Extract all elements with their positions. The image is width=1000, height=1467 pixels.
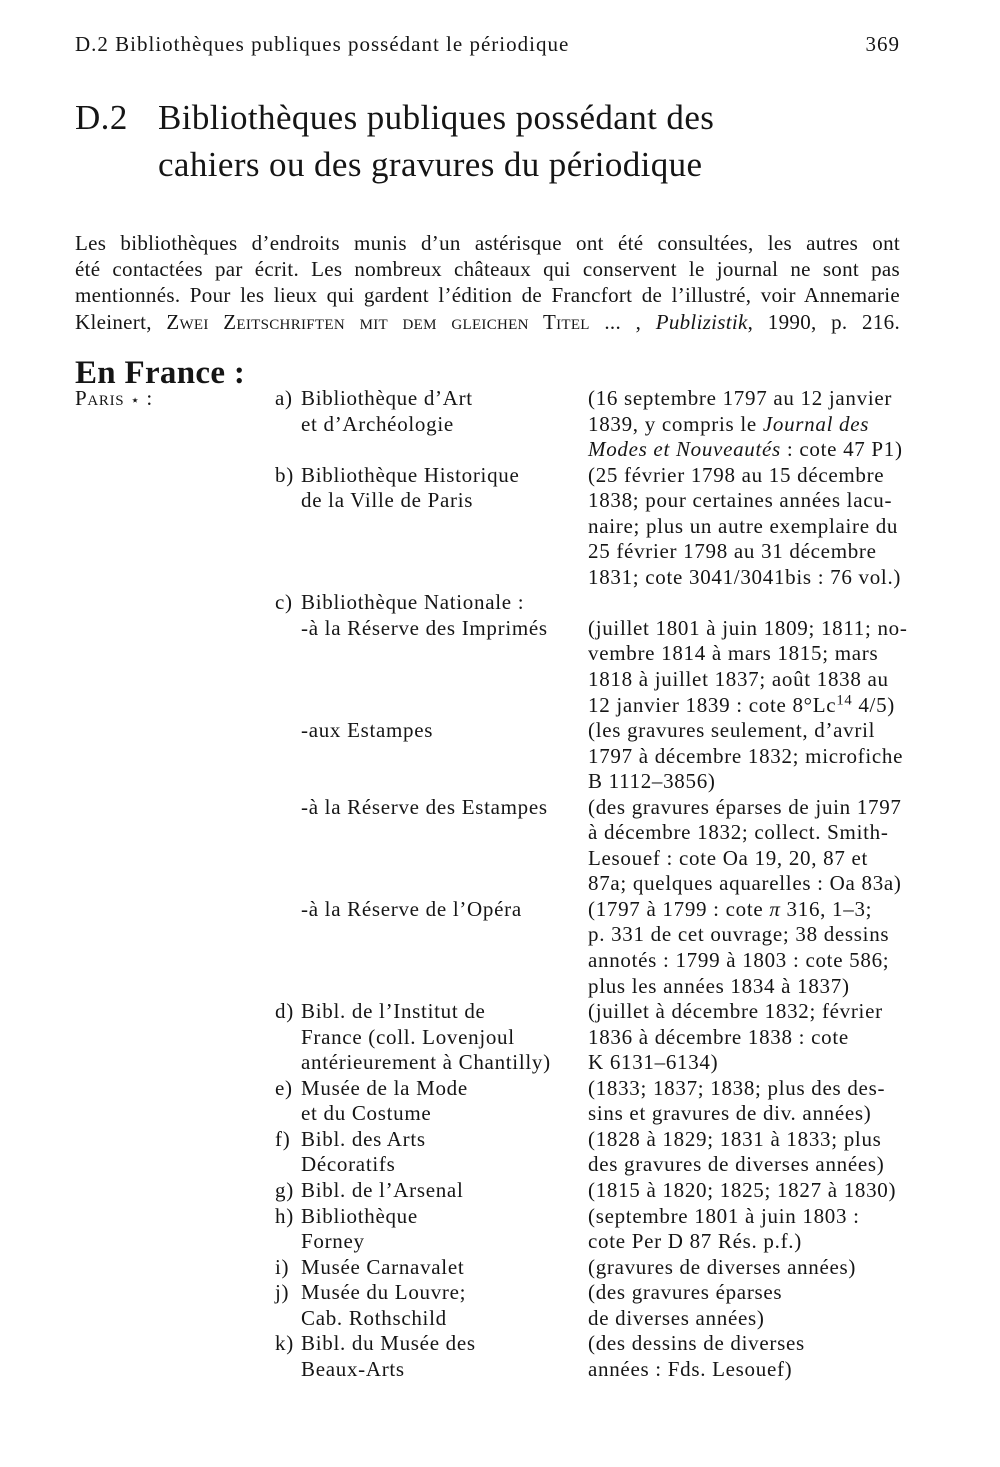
holdings-line: (1833; 1837; 1838; plus des des- [588, 1075, 886, 1100]
italic-text: Modes et Nouveautés [588, 437, 781, 462]
library-name [301, 616, 588, 718]
library-name-line: Beaux-Arts [301, 1356, 405, 1381]
library-name-line: Bibliothèque d’Art [301, 386, 473, 410]
superscript-text: 14 [836, 692, 853, 709]
entry-label [275, 616, 301, 718]
library-entry [275, 999, 918, 1076]
library-name [301, 795, 588, 897]
holdings-note [588, 999, 918, 1076]
holdings-note [588, 795, 918, 897]
holdings-line: de diverses années) [588, 1305, 765, 1330]
library-entry [275, 1255, 918, 1281]
holdings-note [588, 386, 918, 463]
library-name-line: Bibliothèque Historique [301, 462, 520, 487]
library-name-line: Bibliothèque [301, 1203, 418, 1228]
intro-line: Les bibliothèques d’endroits munis d’un astérisque ont été consultées, les autres ont [75, 231, 900, 255]
library-name [301, 590, 588, 616]
holdings-line: 87a; quelques aquarelles : Oa 83a) [588, 871, 902, 896]
library-entry [275, 1331, 918, 1382]
library-name-line: France (coll. Lovenjoul [301, 1024, 515, 1049]
text-run: Kleinert, [75, 309, 167, 334]
text-run: , 1990, p. 216. [747, 309, 901, 334]
holdings-line: (gravures de diverses années) [588, 1254, 857, 1279]
library-name [301, 463, 588, 591]
italic-text: Journal des [762, 411, 870, 436]
holdings-line: (juillet à décembre 1832; février [588, 999, 883, 1024]
holdings-line: 1831; cote 3041/3041bis : 76 vol.) [588, 564, 902, 589]
library-name [301, 897, 588, 999]
holdings-line: K 6131–6134) [588, 1050, 719, 1075]
entry-label: f) [275, 1126, 291, 1151]
city-colon: : [146, 386, 153, 410]
holdings-line: B 1112–3856) [588, 769, 716, 794]
holdings-line: cote Per D 87 Rés. p.f.) [588, 1229, 802, 1254]
running-header [75, 31, 900, 57]
library-name-line: Musée du Louvre; [301, 1280, 467, 1305]
holdings-line: (septembre 1801 à juin 1803 : [588, 1203, 860, 1228]
library-name [301, 1076, 588, 1127]
holdings-line: (des gravures éparses de juin 1797 [588, 794, 902, 819]
library-name [301, 386, 588, 463]
holdings-line [588, 437, 918, 463]
holdings-note [588, 1076, 918, 1127]
library-entry [275, 1204, 918, 1255]
holdings-note [588, 616, 918, 718]
italic-text: π [769, 896, 781, 921]
holdings-line: 1836 à décembre 1838 : cote [588, 1024, 849, 1049]
text-run: 316, 1–3; [780, 896, 873, 921]
intro-line: été contactées par écrit. Les nombreux châteaux qui conservent le journal ne sont pas [75, 257, 900, 282]
entry-label: d) [275, 999, 294, 1024]
entry-label: j) [275, 1280, 290, 1305]
library-name-line: de la Ville de Paris [301, 488, 474, 513]
library-name-line: Bibl. des Arts [301, 1126, 426, 1151]
holdings-line: 25 février 1798 au 31 décembre [588, 539, 877, 564]
holdings-note [588, 718, 918, 795]
intro-paragraph [75, 230, 900, 335]
library-name-line: Cab. Rothschild [301, 1305, 447, 1330]
holdings-note [588, 463, 918, 591]
library-name-line: et d’Archéologie [301, 411, 454, 436]
library-subentry [275, 616, 918, 718]
star-icon: ⋆ [130, 391, 141, 409]
section-title [158, 94, 714, 188]
holdings-note [588, 1204, 918, 1255]
library-name-line: antérieurement à Chantilly) [301, 1050, 551, 1075]
entry-label: e) [275, 1075, 293, 1100]
library-name [301, 1127, 588, 1178]
library-name-line: -aux Estampes [301, 718, 434, 743]
entry-label: c) [275, 590, 293, 615]
text-run: 4/5) [852, 692, 895, 717]
holdings-line: (25 février 1798 au 15 décembre [588, 462, 885, 487]
holdings-note [588, 1127, 918, 1178]
text-run: (1797 à 1799 : cote [588, 896, 770, 921]
library-subentry [275, 795, 918, 897]
holdings-line: à décembre 1832; collect. Smith- [588, 820, 889, 845]
holdings-line: p. 331 de cet ouvrage; 38 dessins [588, 922, 890, 947]
library-entry [275, 463, 918, 591]
text-run: ... , [589, 309, 656, 334]
holdings-line: des gravures de diverses années) [588, 1152, 885, 1177]
library-name [301, 1204, 588, 1255]
library-name-line: Musée Carnavalet [301, 1254, 465, 1279]
section-title-line: Bibliothèques publiques possédant des [158, 98, 715, 137]
text-run: 12 janvier 1839 : cote 8°Lc [588, 692, 837, 717]
holdings-line: 1797 à décembre 1832; microfiche [588, 743, 904, 768]
journal-title-italic: Publizistik [655, 309, 748, 334]
holdings-line: vembre 1814 à mars 1815; mars [588, 641, 879, 666]
section-number: D.2 [75, 98, 128, 137]
holdings-line: (des dessins de diverses [588, 1331, 805, 1356]
holdings-line [588, 412, 918, 438]
section-heading [75, 94, 875, 188]
library-entry [275, 386, 918, 463]
library-name [301, 1280, 588, 1331]
holdings-line: 1818 à juillet 1837; août 1838 au [588, 667, 889, 692]
library-name [301, 1331, 588, 1382]
library-name-line: Bibl. de l’Institut de [301, 999, 486, 1024]
holdings-note [588, 1255, 918, 1281]
country-heading: En France : [75, 355, 246, 391]
library-entry [275, 1076, 918, 1127]
library-name-line: Décoratifs [301, 1152, 396, 1177]
library-name-line: Bibliothèque Nationale : [301, 590, 525, 615]
entry-label: h) [275, 1203, 294, 1228]
library-name-line: Musée de la Mode [301, 1075, 468, 1100]
library-name [301, 999, 588, 1076]
text-run: 1839, y compris le [588, 411, 763, 436]
holdings-line: annotés : 1799 à 1803 : cote 586; [588, 948, 890, 973]
entry-label [275, 718, 301, 795]
library-entry [275, 1280, 918, 1331]
entry-label: b) [275, 462, 294, 487]
page-number: 369 [865, 32, 900, 56]
holdings-line: (des gravures éparses [588, 1280, 783, 1305]
intro-line [75, 309, 900, 335]
holdings-line: sins et gravures de div. années) [588, 1101, 872, 1126]
library-name-line: Bibl. du Musée des [301, 1331, 476, 1356]
holdings-note [588, 897, 918, 999]
holdings-line: (juillet 1801 à juin 1809; 1811; no- [588, 615, 908, 640]
text-run: : cote 47 P1) [780, 437, 903, 462]
intro-line: mentionnés. Pour les lieux qui gardent l’édition de Francfort de l’illustré, voir Annemarie [75, 283, 900, 308]
entry-label: g) [275, 1177, 294, 1202]
library-name [301, 1178, 588, 1204]
holdings-line [588, 897, 918, 923]
holdings-line: années : Fds. Lesouef) [588, 1356, 793, 1381]
holdings-note [588, 1280, 918, 1331]
holdings-line: (1828 à 1829; 1831 à 1833; plus [588, 1126, 882, 1151]
library-entry [275, 590, 918, 616]
entry-label: k) [275, 1331, 294, 1356]
library-name-line: -à la Réserve de l’Opéra [301, 896, 522, 921]
library-name-line: et du Costume [301, 1101, 432, 1126]
city-label [75, 386, 153, 414]
holdings-line: (les gravures seulement, d’avril [588, 718, 876, 743]
entry-label: a) [275, 386, 293, 410]
library-name-line: Forney [301, 1229, 365, 1254]
library-name-line: -à la Réserve des Imprimés [301, 615, 548, 640]
library-name-line: -à la Réserve des Estampes [301, 794, 548, 819]
running-header-title: D.2 Bibliothèques publiques possédant le périodique [75, 32, 570, 56]
library-subentry [275, 718, 918, 795]
holdings-note [588, 590, 918, 616]
entry-label [275, 795, 301, 897]
entry-label [275, 897, 301, 999]
holdings-line: (16 septembre 1797 au 12 janvier [588, 386, 893, 410]
library-entry [275, 1127, 918, 1178]
library-name [301, 1255, 588, 1281]
holdings-line: Lesouef : cote Oa 19, 20, 87 et [588, 845, 869, 870]
section-title-line: cahiers ou des gravures du périodique [158, 145, 703, 184]
book-title-smallcaps: Zwei Zeitschriften mit dem gleichen Titel [166, 309, 590, 334]
holdings-note [588, 1331, 918, 1382]
holdings-line: 1838; pour certaines années lacu- [588, 488, 893, 513]
city-name: Paris [75, 386, 125, 410]
library-name [301, 718, 588, 795]
holdings-line [588, 693, 918, 719]
holdings-line: (1815 à 1820; 1825; 1827 à 1830) [588, 1177, 897, 1202]
library-subentry [275, 897, 918, 999]
holdings-line: naire; plus un autre exemplaire du [588, 513, 899, 538]
library-entry [275, 1178, 918, 1204]
library-list [275, 386, 918, 1382]
holdings-note [588, 1178, 918, 1204]
holdings-line: plus les années 1834 à 1837) [588, 973, 850, 998]
entry-label: i) [275, 1254, 290, 1279]
library-name-line: Bibl. de l’Arsenal [301, 1177, 464, 1202]
